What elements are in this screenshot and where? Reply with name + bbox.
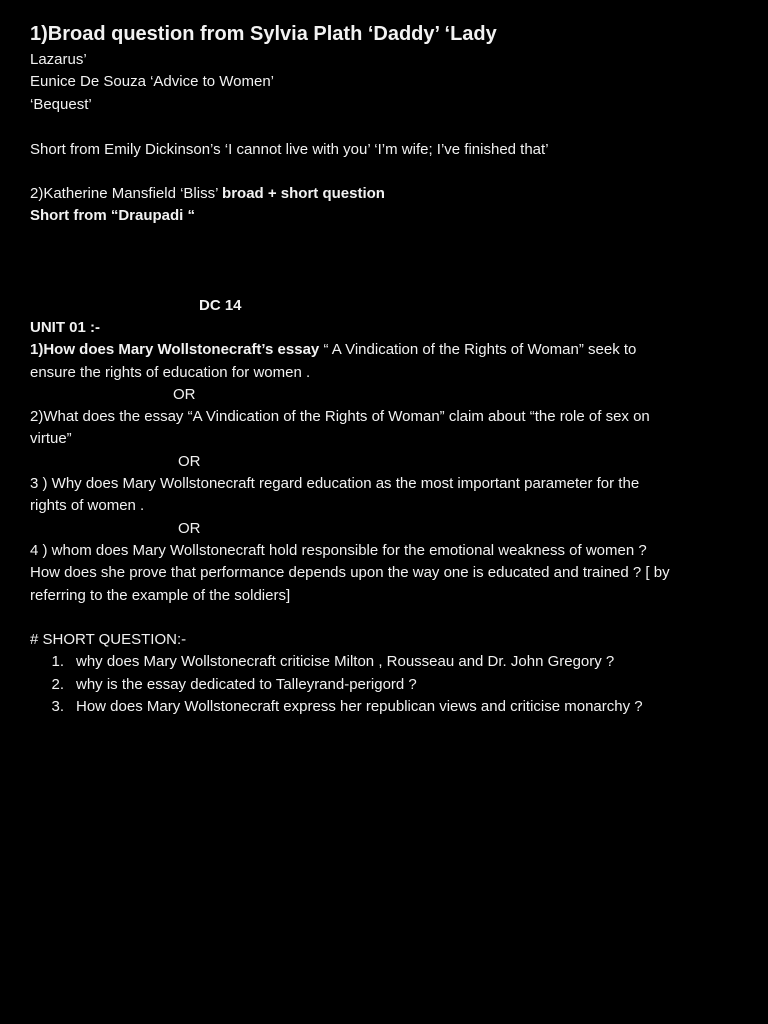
note-line-dickinson: Short from Emily Dickinson’s ‘I cannot live with you’ ‘I’m wife; I’ve finished that’: [30, 141, 549, 158]
question-1-line-1: [30, 339, 636, 361]
question-1-rest: “ A Vindication of the Rights of Woman” seek to: [323, 341, 637, 358]
list-item-text: why is the essay dedicated to Talleyrand-perigord ?: [76, 676, 417, 693]
note-line-mansfield: [30, 183, 385, 205]
list-item-text: How does Mary Wollstonecraft express her republican views and criticise monarchy ?: [76, 698, 643, 715]
list-item-number: 2.: [51, 676, 64, 693]
note-title: 1)Broad question from Sylvia Plath ‘Daddy’ ‘Lady: [30, 23, 497, 45]
or-separator-2: OR: [178, 453, 201, 470]
question-4-line-2: How does she prove that performance depends upon the way one is educated and trained ? [ by: [30, 564, 670, 581]
list-item-number: 3.: [51, 698, 64, 715]
list-item-number: 1.: [51, 653, 64, 670]
unit-heading: UNIT 01 :-: [30, 319, 101, 336]
or-separator-1: OR: [173, 386, 196, 403]
note-line-desouza: Eunice De Souza ‘Advice to Women’: [30, 73, 275, 90]
question-2-line-1: 2)What does the essay “A Vindication of the Rights of Woman” claim about “the role of sex on: [30, 408, 650, 425]
mansfield-bold-text: broad + short question: [222, 185, 385, 202]
question-4-line-3: referring to the example of the soldiers]: [30, 587, 291, 604]
note-line-draupadi: Short from “Draupadi “: [30, 207, 196, 224]
question-3-line-2: rights of women .: [30, 497, 145, 514]
question-1-line-2: ensure the rights of education for women .: [30, 364, 311, 381]
or-separator-3: OR: [178, 520, 201, 537]
question-1-bold: 1)How does Mary Wollstonecraft’s essay: [30, 341, 324, 358]
list-item: [30, 651, 614, 673]
list-item-text: why does Mary Wollstonecraft criticise Milton , Rousseau and Dr. John Gregory ?: [76, 653, 615, 670]
dc-heading: DC 14: [199, 297, 242, 314]
question-3-line-1: 3 ) Why does Mary Wollstonecraft regard education as the most important parameter for the: [30, 475, 640, 492]
short-question-heading: # SHORT QUESTION:-: [30, 631, 187, 648]
note-line-lazarus: Lazarus’: [30, 51, 87, 68]
question-4-line-1: 4 ) whom does Mary Wollstonecraft hold responsible for the emotional weakness of women ?: [30, 542, 647, 559]
list-item: [30, 674, 417, 696]
list-item: [30, 696, 643, 718]
mansfield-plain-text: 2)Katherine Mansfield ‘Bliss’: [30, 185, 223, 202]
question-2-line-2: virtue”: [30, 430, 72, 447]
note-line-bequest: ‘Bequest’: [30, 96, 92, 113]
